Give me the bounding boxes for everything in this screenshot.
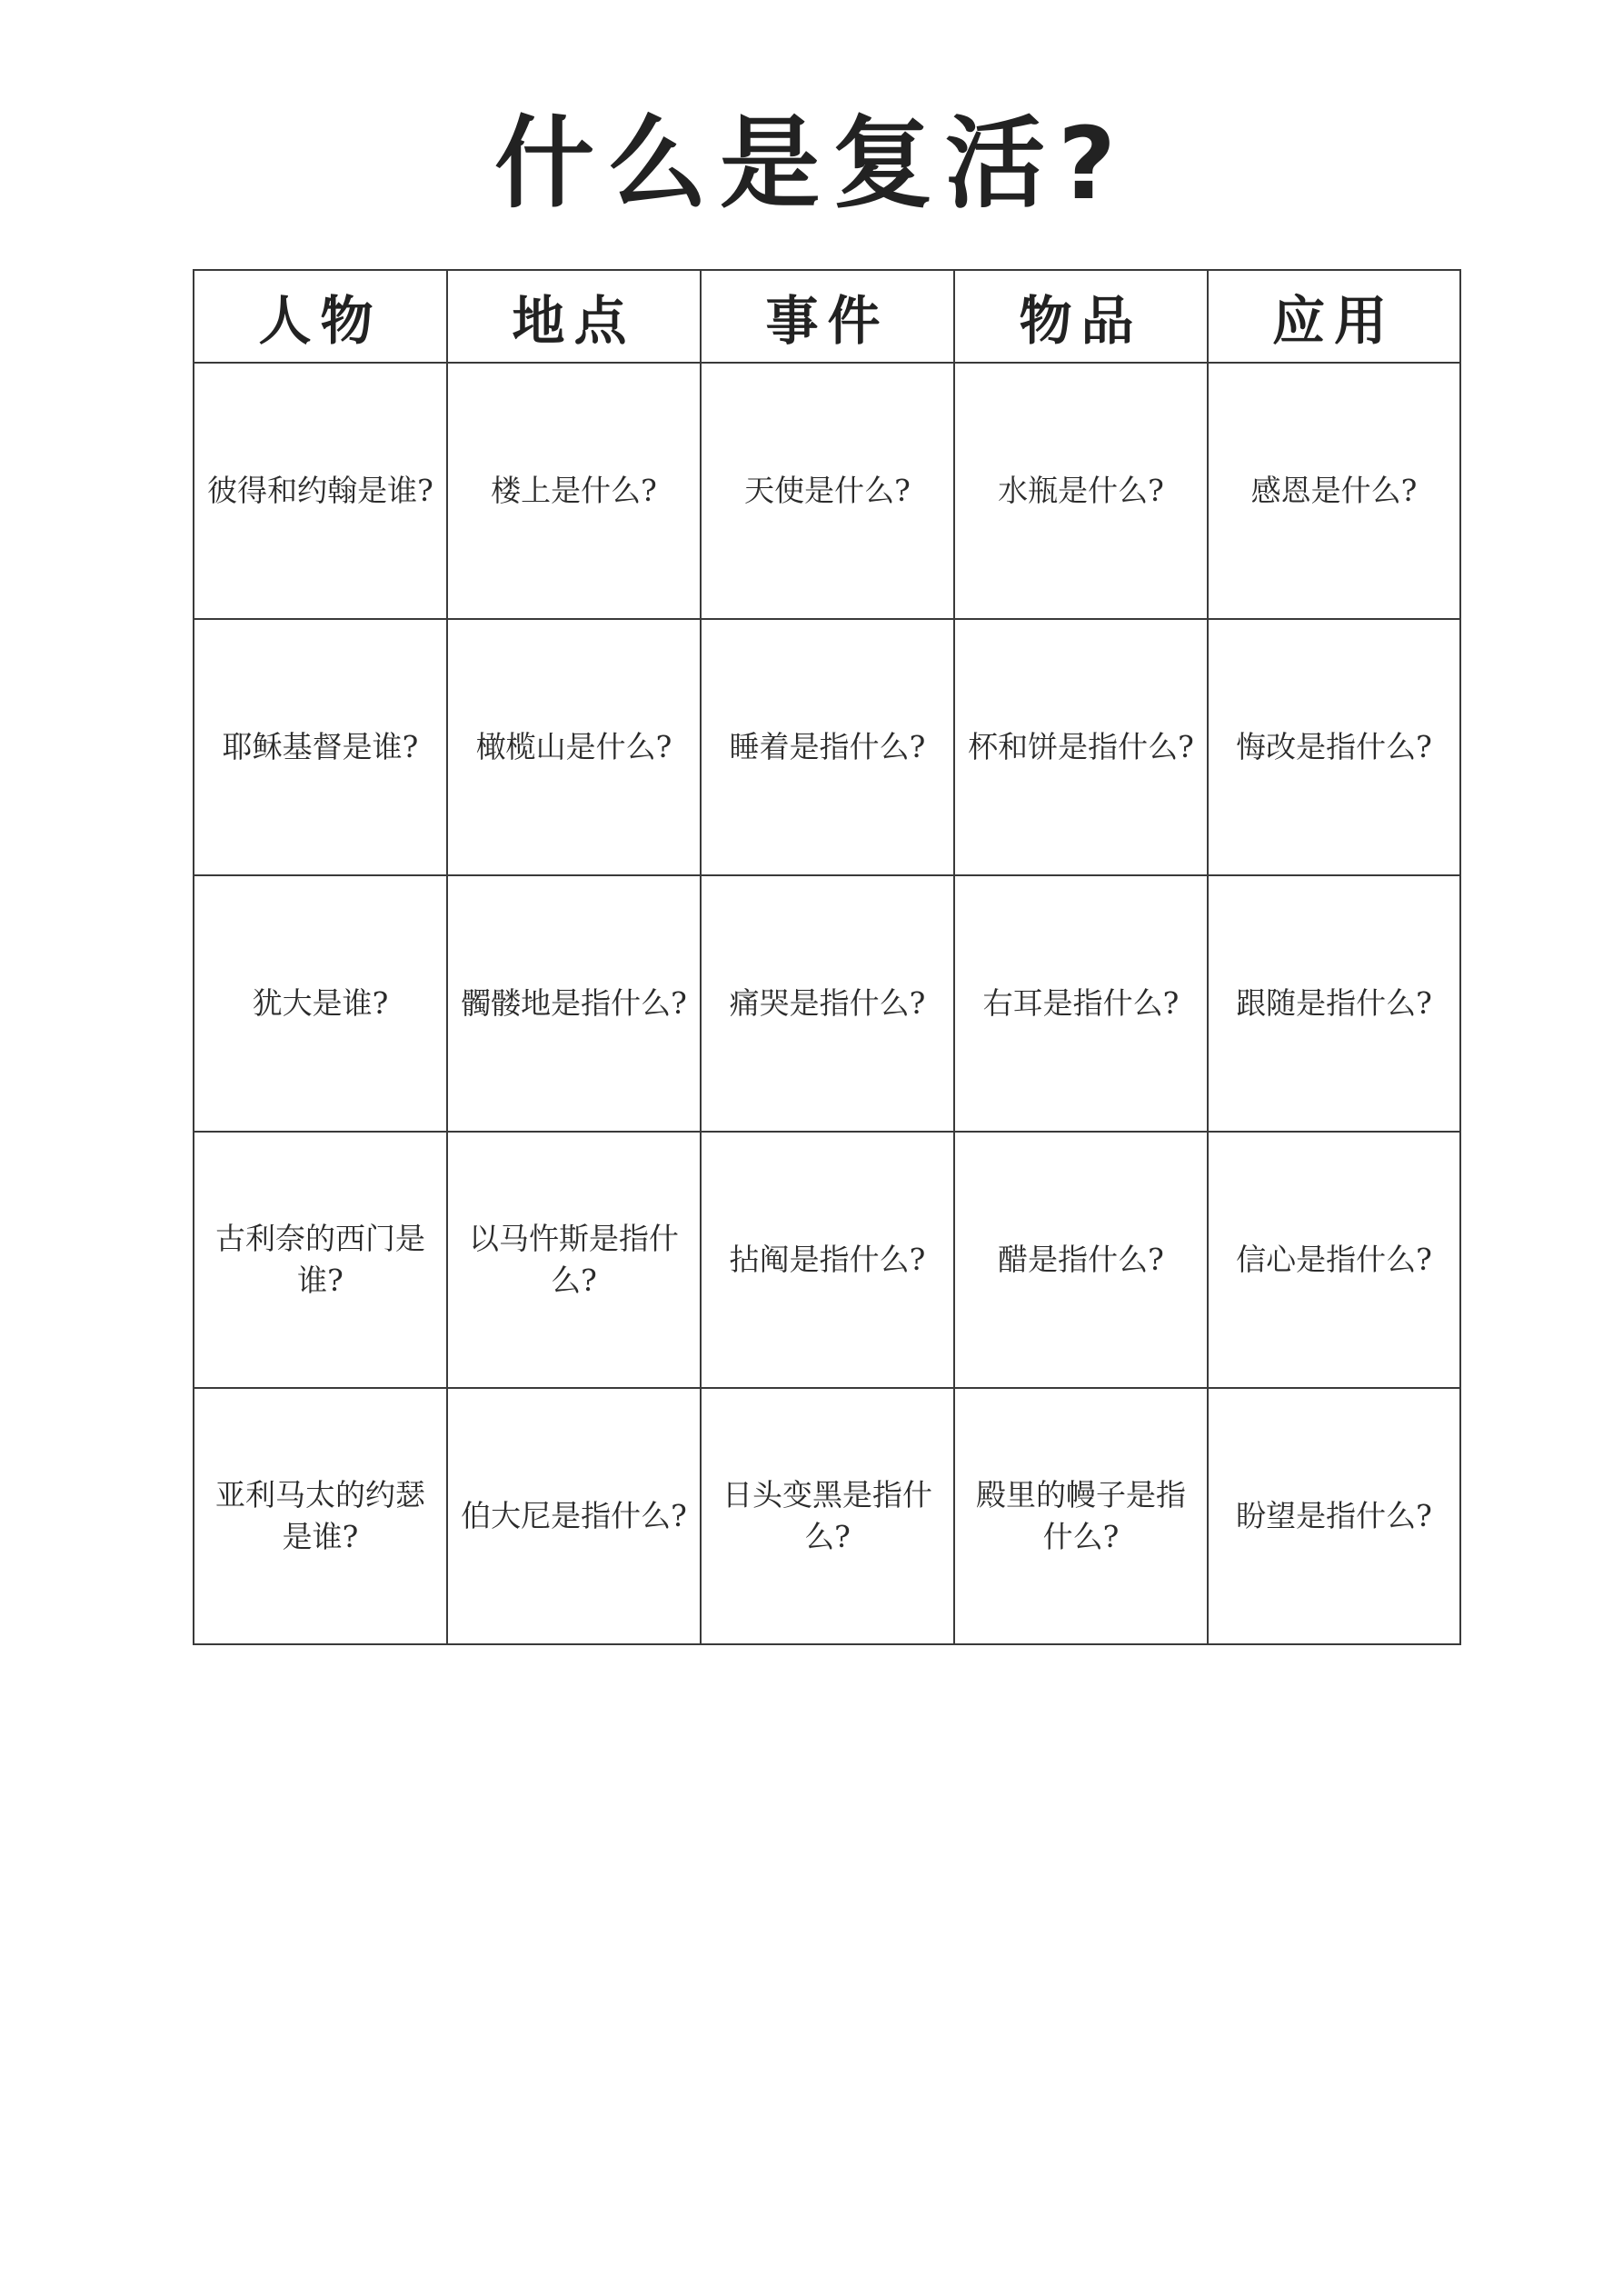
grid-cell: 右耳是指什么? — [954, 875, 1208, 1132]
column-header-application: 应用 — [1208, 270, 1460, 363]
table-row — [194, 875, 1460, 1132]
grid-cell: 醋是指什么? — [954, 1132, 1208, 1388]
column-header-places: 地点 — [447, 270, 701, 363]
grid-cell: 犹大是谁? — [194, 875, 447, 1132]
grid-cell: 彼得和约翰是谁? — [194, 363, 447, 619]
grid-cell: 信心是指什么? — [1208, 1132, 1460, 1388]
grid-cell: 日头变黑是指什么? — [701, 1388, 954, 1644]
grid-cell: 伯大尼是指什么? — [447, 1388, 701, 1644]
grid-cell: 盼望是指什么? — [1208, 1388, 1460, 1644]
column-header-events: 事件 — [701, 270, 954, 363]
grid-cell: 以马忤斯是指什么? — [447, 1132, 701, 1388]
table-row — [194, 1132, 1460, 1388]
grid-cell: 古利奈的西门是谁? — [194, 1132, 447, 1388]
grid-cell: 痛哭是指什么? — [701, 875, 954, 1132]
page-title: 什么是复活? — [494, 105, 1129, 222]
grid-cell: 楼上是什么? — [447, 363, 701, 619]
grid-cell: 髑髅地是指什么? — [447, 875, 701, 1132]
grid-cell: 悔改是指什么? — [1208, 619, 1460, 875]
grid-cell: 耶稣基督是谁? — [194, 619, 447, 875]
table-row — [194, 619, 1460, 875]
table-row — [194, 1388, 1460, 1644]
grid-cell: 跟随是指什么? — [1208, 875, 1460, 1132]
table-row — [194, 363, 1460, 619]
column-header-objects: 物品 — [954, 270, 1208, 363]
grid-cell: 橄榄山是什么? — [447, 619, 701, 875]
grid-cell: 睡着是指什么? — [701, 619, 954, 875]
grid-cell: 亚利马太的约瑟是谁? — [194, 1388, 447, 1644]
header-row — [194, 270, 1460, 363]
grid-cell: 殿里的幔子是指什么? — [954, 1388, 1208, 1644]
grid-cell: 杯和饼是指什么? — [954, 619, 1208, 875]
grid-cell: 感恩是什么? — [1208, 363, 1460, 619]
grid-cell: 拈阄是指什么? — [701, 1132, 954, 1388]
grid-cell: 天使是什么? — [701, 363, 954, 619]
grid-cell: 水瓶是什么? — [954, 363, 1208, 619]
column-header-people: 人物 — [194, 270, 447, 363]
bingo-grid — [193, 269, 1461, 1645]
